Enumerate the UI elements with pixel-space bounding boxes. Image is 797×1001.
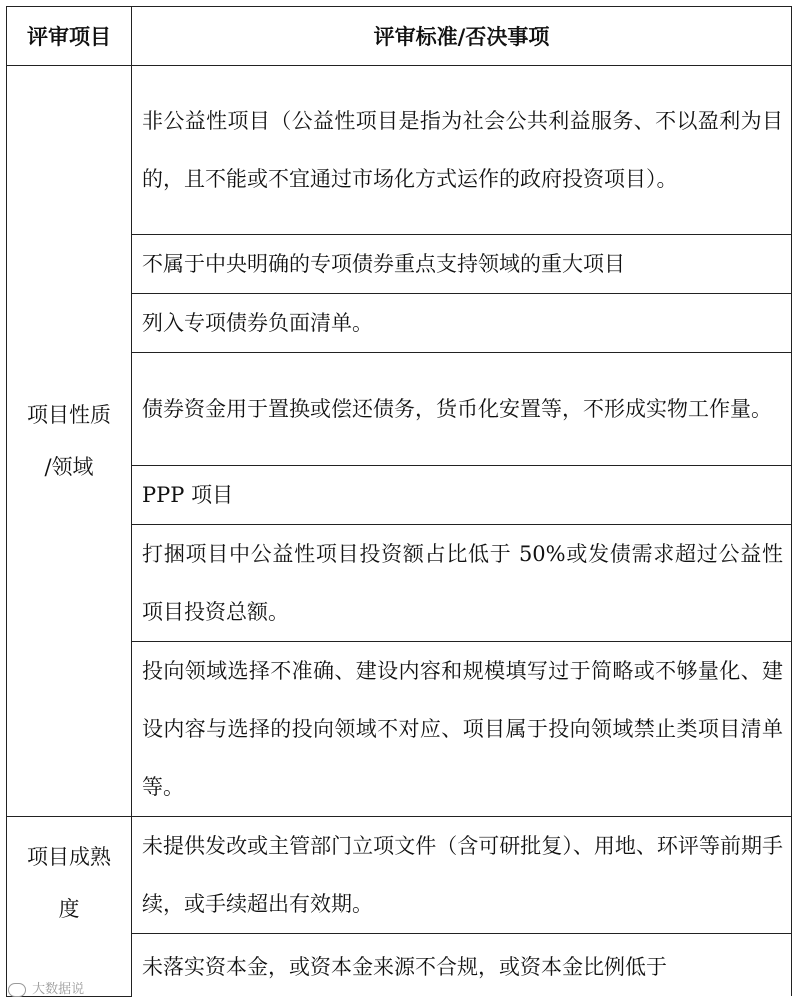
category-label: /领域 [44, 455, 94, 479]
criteria-item: PPP 项目 [132, 466, 792, 525]
table-row [7, 66, 792, 235]
criteria-item: 列入专项债券负面清单。 [132, 294, 792, 353]
criteria-item: 未提供发改或主管部门立项文件（含可研批复）、用地、环评等前期手续，或手续超出有效期。 [132, 817, 792, 934]
category-label: 项目成熟 [27, 845, 111, 869]
watermark [8, 978, 84, 997]
criteria-item: 未落实资本金，或资本金来源不合规，或资本金比例低于 [132, 934, 792, 997]
criteria-item: 打捆项目中公益性项目投资额占比低于 50%或发债需求超过公益性项目投资总额。 [132, 525, 792, 642]
table-row [7, 817, 792, 934]
watermark-logo-icon [8, 983, 26, 997]
criteria-item: 投向领域选择不准确、建设内容和规模填写过于简略或不够量化、建设内容与选择的投向领域不对应、项目属于投向领域禁止类项目清单等。 [132, 642, 792, 817]
category-label: 项目性质 [27, 403, 111, 427]
review-criteria-table [6, 6, 792, 997]
criteria-item: 债券资金用于置换或偿还债务，货币化安置等，不形成实物工作量。 [132, 353, 792, 466]
criteria-item: 不属于中央明确的专项债券重点支持领域的重大项目 [132, 235, 792, 294]
category-cell-nature [7, 66, 132, 817]
header-review-item: 评审项目 [7, 7, 132, 66]
category-cell-maturity [7, 817, 132, 997]
watermark-text: 大数据说 [32, 982, 85, 997]
table-header-row [7, 7, 792, 66]
header-review-criteria: 评审标准/否决事项 [132, 7, 792, 66]
criteria-item: 非公益性项目（公益性项目是指为社会公共利益服务、不以盈利为目的，且不能或不宜通过市场化方式运作的政府投资项目）。 [132, 66, 792, 235]
category-label: 度 [58, 897, 80, 921]
